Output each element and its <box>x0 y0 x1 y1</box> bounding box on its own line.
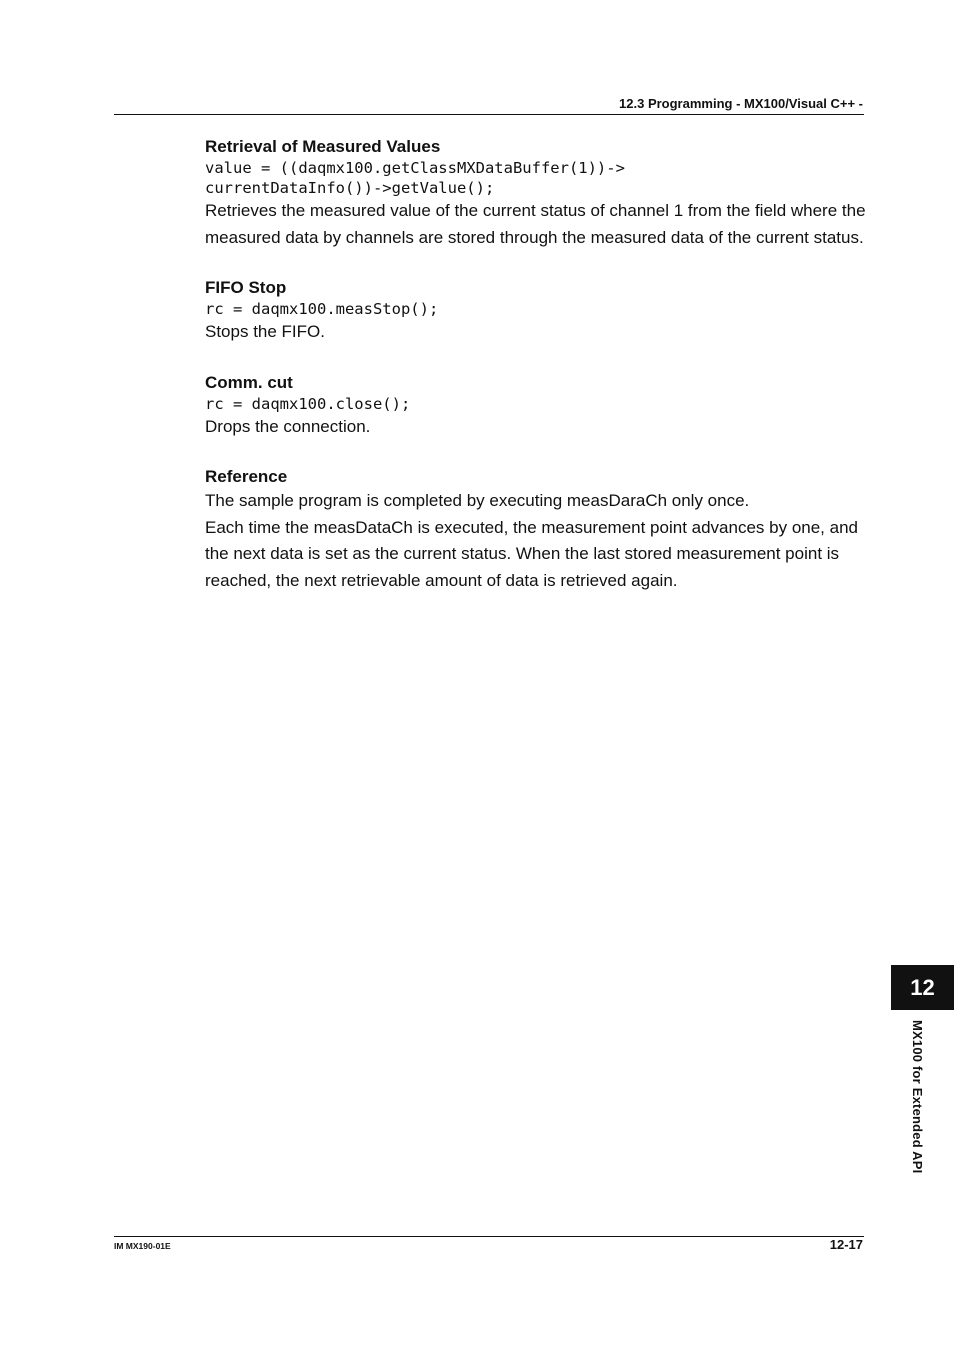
section-description: Drops the connection. <box>205 416 371 436</box>
document-id: IM MX190-01E <box>114 1241 171 1251</box>
section-heading: Retrieval of Measured Values <box>205 137 441 156</box>
reference-paragraph: Each time the measDataCh is executed, the measurement point advances by one, and the next data is set as the current status. When the last stored measurement point is reached, the next retrievable amount of data is retrieved again. <box>205 517 858 590</box>
section-fifo-stop <box>205 277 870 346</box>
section-retrieval <box>205 136 870 251</box>
section-heading: Reference <box>205 467 288 486</box>
page-number: 12-17 <box>829 1237 863 1252</box>
section-description: Stops the FIFO. <box>205 322 325 341</box>
footer-divider <box>114 1236 864 1237</box>
main-content <box>205 136 870 620</box>
chapter-tab: 12 <box>891 965 954 1010</box>
header-divider <box>114 114 864 115</box>
section-reference <box>205 466 870 594</box>
code-snippet: rc = daqmx100.close(); <box>205 394 411 413</box>
section-description: Retrieves the measured value of the current status of channel 1 from the field where the measured data by channels are stored through the measured data of the current status. <box>205 201 866 247</box>
section-comm-cut <box>205 372 870 441</box>
section-heading: FIFO Stop <box>205 278 287 297</box>
chapter-title-vertical: MX100 for Extended API <box>910 1020 925 1174</box>
reference-paragraph: The sample program is completed by executing measDaraCh only once. <box>205 491 750 510</box>
section-heading: Comm. cut <box>205 372 293 392</box>
code-snippet: value = ((daqmx100.getClassMXDataBuffer(1))-> currentDataInfo())->getValue(); <box>205 159 625 197</box>
code-snippet: rc = daqmx100.measStop(); <box>205 300 439 318</box>
running-header: 12.3 Programming - MX100/Visual C++ - <box>619 96 863 111</box>
